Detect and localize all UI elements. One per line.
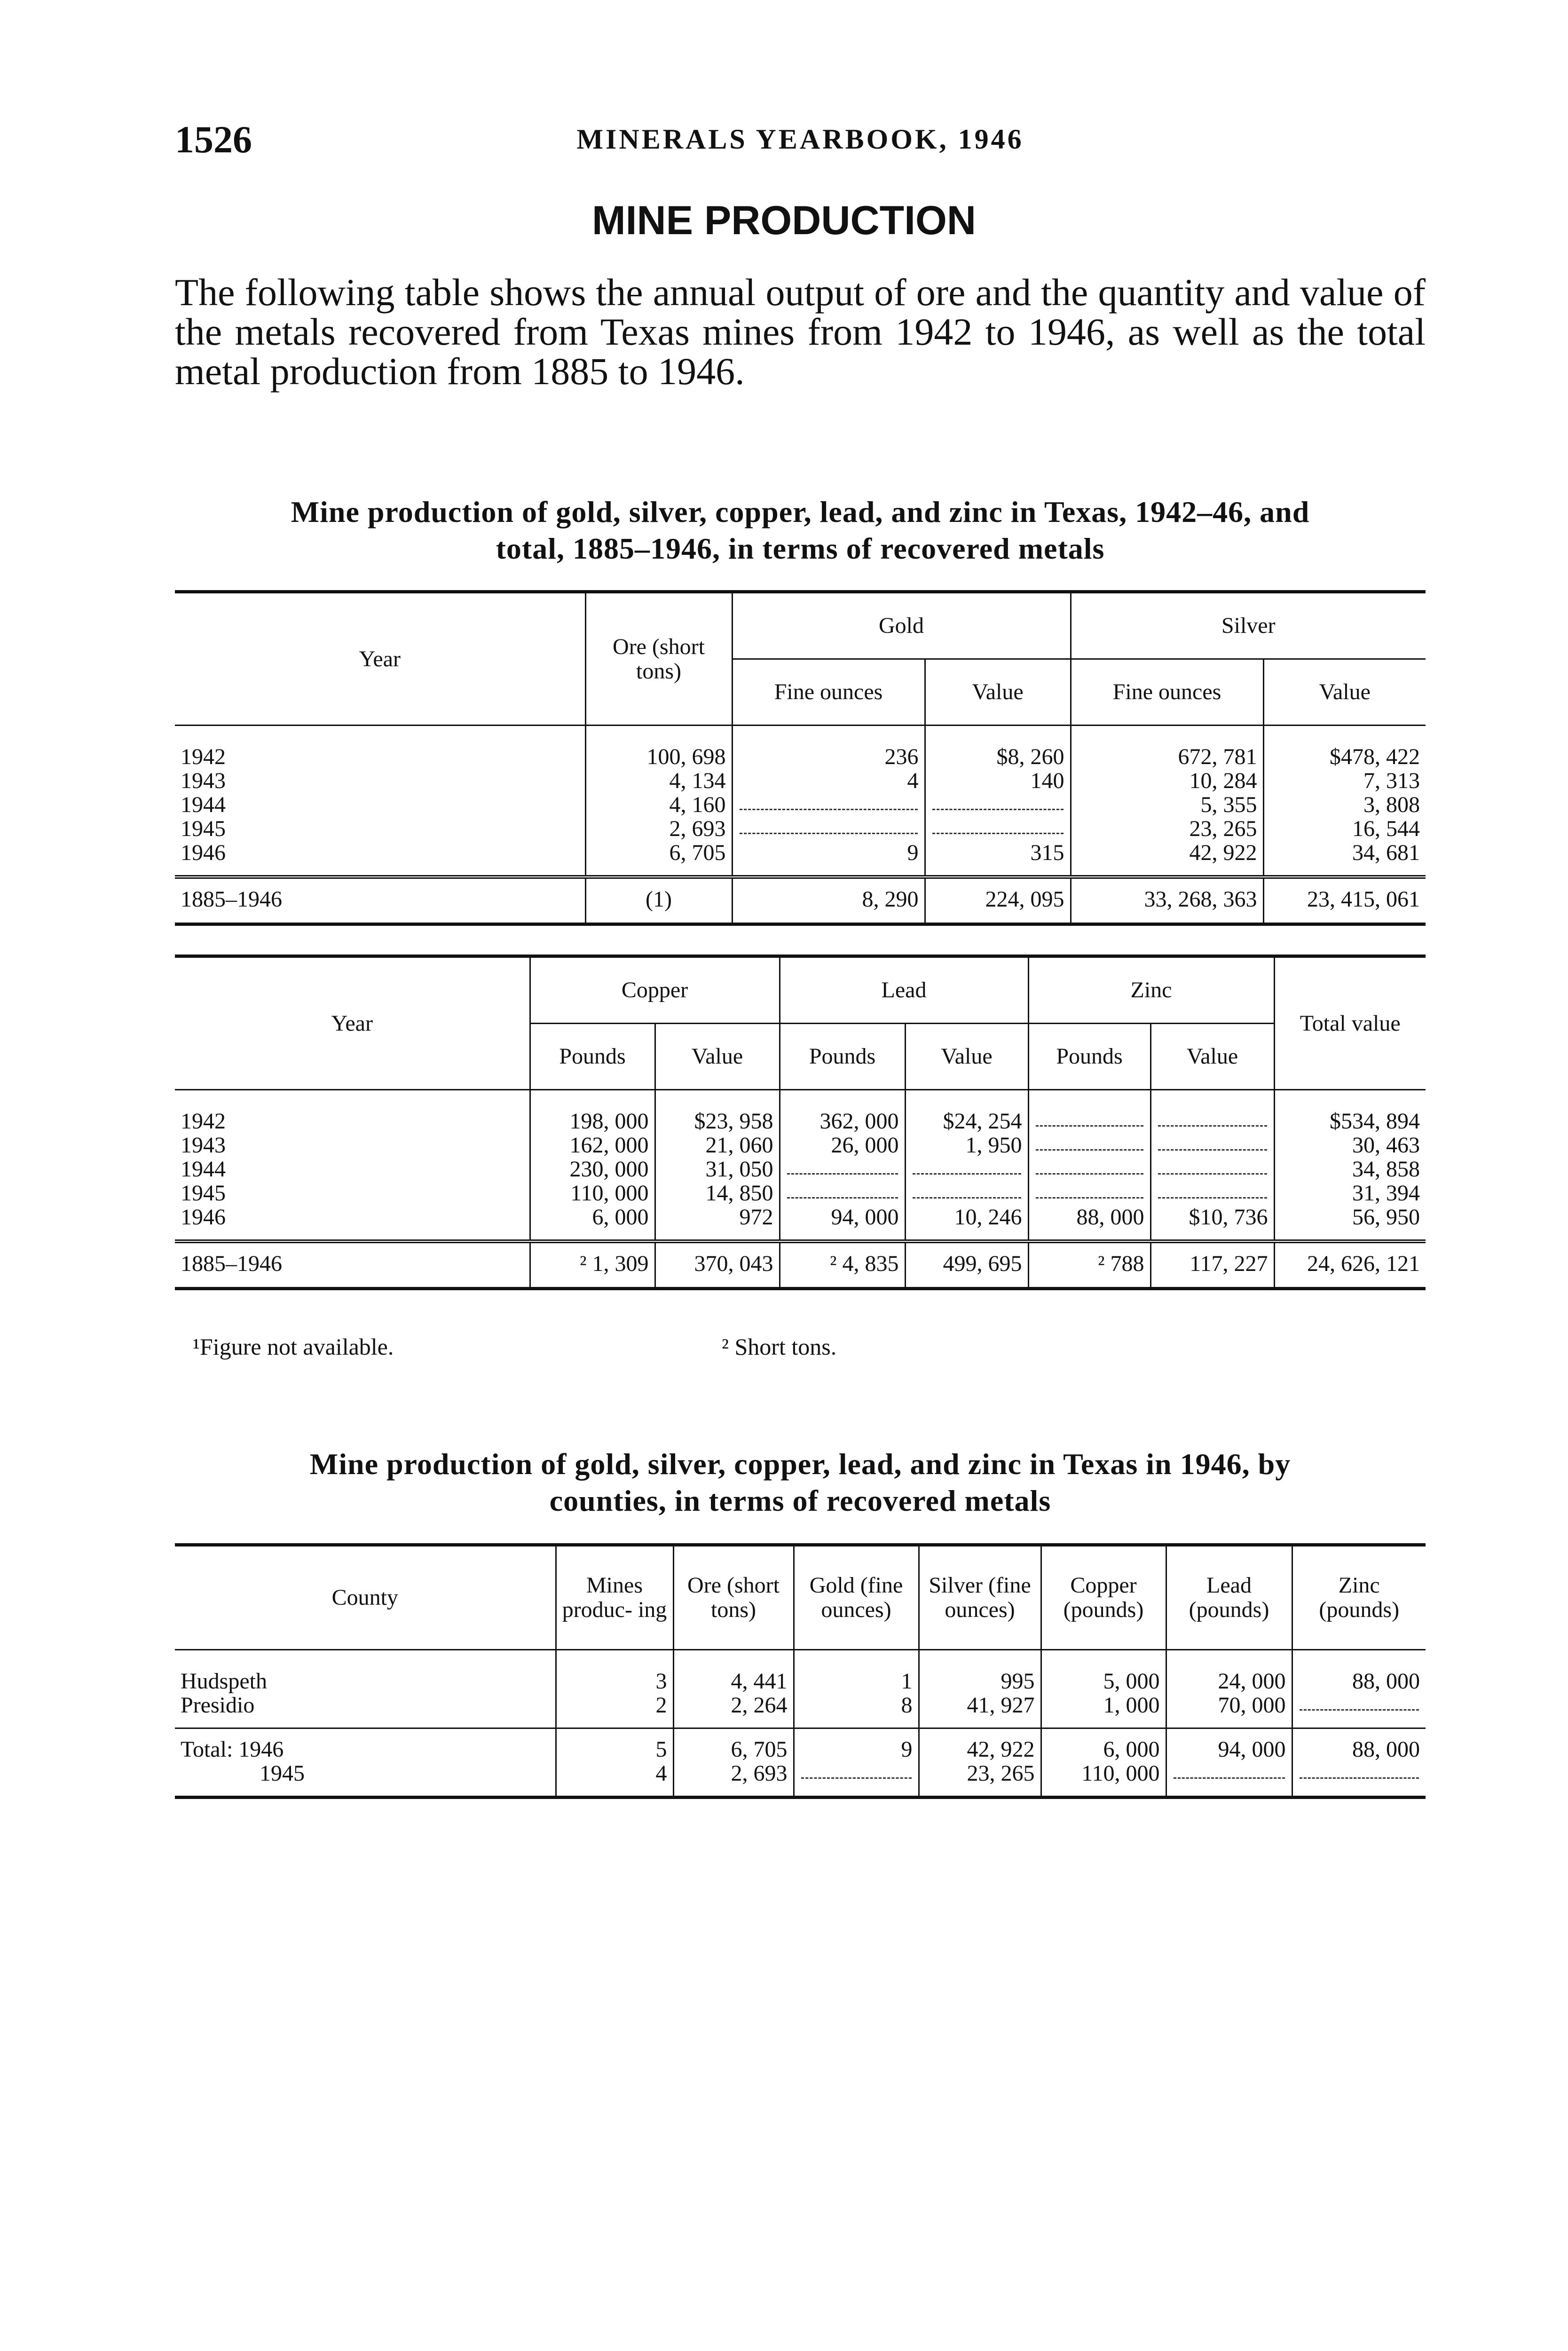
- cell-gold-value-empty: [925, 817, 1071, 841]
- cell-year: 1942: [181, 1109, 226, 1134]
- cell-zinc-empty: [1292, 1693, 1426, 1728]
- cell-silver-value: 16, 544: [1263, 817, 1426, 841]
- cell-total: $534, 894: [1274, 1090, 1426, 1134]
- col-copper-value: Value: [655, 1024, 780, 1090]
- col-mines: Mines produc- ing: [556, 1545, 673, 1650]
- cell-label: 1945: [260, 1761, 305, 1786]
- cell-copper-value: 14, 850: [655, 1181, 780, 1205]
- cell-copper-lb: 230, 000: [530, 1157, 655, 1181]
- cell-ore: 6, 705: [585, 841, 732, 877]
- cell-copper-lb: 6, 000: [530, 1205, 655, 1241]
- cell-copper-lb: ² 1, 309: [530, 1241, 655, 1289]
- table-row: [175, 1157, 1426, 1181]
- cell-zinc-lb-empty: [1028, 1181, 1150, 1205]
- col-gold: Gold (fine ounces): [794, 1545, 919, 1650]
- table3-caption-line2: counties, in terms of recovered metals: [549, 1484, 1051, 1517]
- cell-zinc: 88, 000: [1292, 1728, 1426, 1762]
- cell-ore: 2, 264: [673, 1693, 794, 1728]
- col-silver: Silver (fine ounces): [919, 1545, 1041, 1650]
- cell-ore: 2, 693: [673, 1761, 794, 1798]
- table1-caption-line2: total, 1885–1946, in terms of recovered metals: [496, 532, 1105, 565]
- col-ore: Ore (short tons): [585, 592, 732, 726]
- cell-copper-value: 31, 050: [655, 1157, 780, 1181]
- footnote-1: ¹Figure not available.: [193, 1333, 394, 1360]
- cell-gold-oz: 236: [732, 726, 925, 769]
- cell-lead-empty: [1166, 1761, 1292, 1798]
- cell-copper: 1, 000: [1041, 1693, 1166, 1728]
- cell-ore: 6, 705: [673, 1728, 794, 1762]
- cell-year: 1943: [181, 1133, 226, 1158]
- cell-year: 1885–1946: [175, 1241, 530, 1289]
- cell-ore: 100, 698: [585, 726, 732, 769]
- table-copper-lead-zinc: [175, 955, 1426, 1290]
- col-lead-pounds: Pounds: [780, 1024, 905, 1090]
- cell-year: 1943: [181, 768, 226, 793]
- footnote-2: ² Short tons.: [722, 1333, 837, 1360]
- table-by-county: [175, 1543, 1426, 1799]
- col-total-value: Total value: [1274, 956, 1426, 1090]
- cell-gold-oz: 9: [732, 841, 925, 877]
- cell-silver: 41, 927: [919, 1693, 1041, 1728]
- table-total-row: [175, 1241, 1426, 1289]
- cell-zinc-value-empty: [1150, 1181, 1274, 1205]
- cell-gold-oz-empty: [732, 793, 925, 817]
- cell-silver-oz: 42, 922: [1071, 841, 1263, 877]
- cell-silver: 995: [919, 1650, 1041, 1694]
- cell-lead-lb-empty: [780, 1157, 905, 1181]
- cell-zinc-empty: [1292, 1761, 1426, 1798]
- running-title: MINERALS YEARBOOK, 1946: [576, 124, 1024, 155]
- cell-ore: 2, 693: [585, 817, 732, 841]
- cell-zinc-lb: 88, 000: [1028, 1205, 1150, 1241]
- col-zinc-value: Value: [1150, 1024, 1274, 1090]
- cell-year: 1885–1946: [175, 877, 585, 924]
- table1-caption: [175, 494, 1426, 567]
- table-row: [175, 793, 1426, 817]
- cell-silver-value: $478, 422: [1263, 726, 1426, 769]
- col-county: County: [175, 1545, 556, 1650]
- cell-silver: 23, 265: [919, 1761, 1041, 1798]
- col-year: Year: [175, 956, 530, 1090]
- col-silver-fine-ounces: Fine ounces: [1071, 659, 1263, 726]
- cell-lead-value: 1, 950: [905, 1133, 1028, 1157]
- cell-zinc-lb: ² 788: [1028, 1241, 1150, 1289]
- cell-silver-value: 34, 681: [1263, 841, 1426, 877]
- cell-lead-lb: 94, 000: [780, 1205, 905, 1241]
- cell-silver-value: 7, 313: [1263, 769, 1426, 793]
- cell-silver: 42, 922: [919, 1728, 1041, 1762]
- cell-mines: 3: [556, 1650, 673, 1694]
- cell-lead-lb: ² 4, 835: [780, 1241, 905, 1289]
- cell-year: 1946: [181, 840, 226, 865]
- cell-copper-value: 972: [655, 1205, 780, 1241]
- cell-year: 1944: [181, 792, 226, 817]
- cell-zinc-value: 117, 227: [1150, 1241, 1274, 1289]
- cell-gold-oz: 8, 290: [732, 877, 925, 924]
- col-copper-pounds: Pounds: [530, 1024, 655, 1090]
- cell-mines: 2: [556, 1693, 673, 1728]
- table3-caption-line1: Mine production of gold, silver, copper, lead, and zinc in Texas in 1946, by: [309, 1447, 1291, 1481]
- cell-lead: 70, 000: [1166, 1693, 1292, 1728]
- table-row: [175, 1181, 1426, 1205]
- cell-lead-value-empty: [905, 1181, 1028, 1205]
- cell-zinc-value-empty: [1150, 1157, 1274, 1181]
- cell-copper-lb: 162, 000: [530, 1133, 655, 1157]
- col-gold-fine-ounces: Fine ounces: [732, 659, 925, 726]
- table-total-row: [175, 1728, 1426, 1762]
- cell-lead: 94, 000: [1166, 1728, 1292, 1762]
- cell-zinc-lb-empty: [1028, 1090, 1150, 1134]
- cell-lead-value: 499, 695: [905, 1241, 1028, 1289]
- cell-ore: (1): [585, 877, 732, 924]
- table-row: [175, 1693, 1426, 1728]
- cell-copper-lb: 198, 000: [530, 1090, 655, 1134]
- cell-copper: 5, 000: [1041, 1650, 1166, 1694]
- cell-zinc-lb-empty: [1028, 1157, 1150, 1181]
- col-zinc-pounds: Pounds: [1028, 1024, 1150, 1090]
- table-row: [175, 1090, 1426, 1134]
- table-row: [175, 1205, 1426, 1241]
- cell-mines: 4: [556, 1761, 673, 1798]
- cell-silver-oz: 10, 284: [1071, 769, 1263, 793]
- cell-zinc-value-empty: [1150, 1090, 1274, 1134]
- cell-year: 1942: [181, 744, 226, 769]
- cell-zinc-value: $10, 736: [1150, 1205, 1274, 1241]
- cell-copper: 110, 000: [1041, 1761, 1166, 1798]
- table-gold-silver: [175, 590, 1426, 926]
- cell-gold: 8: [794, 1693, 919, 1728]
- col-zinc: Zinc: [1028, 956, 1274, 1024]
- col-gold: Gold: [732, 592, 1071, 659]
- col-lead: Lead: [780, 956, 1028, 1024]
- cell-county: Presidio: [181, 1693, 255, 1718]
- cell-silver-value: 3, 808: [1263, 793, 1426, 817]
- cell-gold-oz: 4: [732, 769, 925, 793]
- col-copper: Copper (pounds): [1041, 1545, 1166, 1650]
- table-row: [175, 1650, 1426, 1694]
- cell-gold-value-empty: [925, 793, 1071, 817]
- cell-mines: 5: [556, 1728, 673, 1762]
- table1-caption-line1: Mine production of gold, silver, copper, lead, and zinc in Texas, 1942–46, and: [291, 495, 1310, 529]
- cell-ore: 4, 160: [585, 793, 732, 817]
- cell-silver-oz: 672, 781: [1071, 726, 1263, 769]
- col-silver-value: Value: [1263, 659, 1426, 726]
- cell-silver-oz: 5, 355: [1071, 793, 1263, 817]
- cell-gold-empty: [794, 1761, 919, 1798]
- cell-lead-value: $24, 254: [905, 1090, 1028, 1134]
- page-header: [175, 118, 1426, 169]
- cell-ore: 4, 134: [585, 769, 732, 793]
- cell-total: 31, 394: [1274, 1181, 1426, 1205]
- cell-copper: 6, 000: [1041, 1728, 1166, 1762]
- cell-lead: 24, 000: [1166, 1650, 1292, 1694]
- cell-copper-value: 21, 060: [655, 1133, 780, 1157]
- cell-lead-value: 10, 246: [905, 1205, 1028, 1241]
- page-number: 1526: [175, 118, 252, 161]
- col-lead: Lead (pounds): [1166, 1545, 1292, 1650]
- table-total-row: [175, 1761, 1426, 1798]
- intro-paragraph: The following table shows the annual output of ore and the quantity and value of the metals recovered from Texas mines from 1942 to 1946, as well as the total metal production from 1885 to 1946.: [175, 271, 1426, 393]
- cell-lead-lb: 26, 000: [780, 1133, 905, 1157]
- cell-gold-value: $8, 260: [925, 726, 1071, 769]
- col-gold-value: Value: [925, 659, 1071, 726]
- cell-total: 34, 858: [1274, 1157, 1426, 1181]
- cell-copper-value: 370, 043: [655, 1241, 780, 1289]
- cell-zinc-lb-empty: [1028, 1133, 1150, 1157]
- table-row: [175, 841, 1426, 877]
- col-year: Year: [175, 592, 585, 726]
- cell-lead-lb-empty: [780, 1181, 905, 1205]
- cell-zinc-value-empty: [1150, 1133, 1274, 1157]
- cell-year: 1945: [181, 1181, 226, 1206]
- cell-zinc: 88, 000: [1292, 1650, 1426, 1694]
- cell-gold-oz-empty: [732, 817, 925, 841]
- cell-year: 1944: [181, 1157, 226, 1182]
- cell-silver-value: 23, 415, 061: [1263, 877, 1426, 924]
- cell-total: 56, 950: [1274, 1205, 1426, 1241]
- cell-year: 1945: [181, 816, 226, 841]
- cell-total: 30, 463: [1274, 1133, 1426, 1157]
- col-zinc: Zinc (pounds): [1292, 1545, 1426, 1650]
- cell-copper-value: $23, 958: [655, 1090, 780, 1134]
- col-copper: Copper: [530, 956, 780, 1024]
- cell-lead-lb: 362, 000: [780, 1090, 905, 1134]
- cell-ore: 4, 441: [673, 1650, 794, 1694]
- cell-county: Hudspeth: [181, 1669, 267, 1694]
- cell-silver-oz: 23, 265: [1071, 817, 1263, 841]
- table-row: [175, 817, 1426, 841]
- section-heading: MINE PRODUCTION: [592, 198, 976, 243]
- cell-gold-value: 140: [925, 769, 1071, 793]
- cell-total: 24, 626, 121: [1274, 1241, 1426, 1289]
- cell-copper-lb: 110, 000: [530, 1181, 655, 1205]
- table-row: [175, 1133, 1426, 1157]
- col-lead-value: Value: [905, 1024, 1028, 1090]
- cell-gold: 1: [794, 1650, 919, 1694]
- cell-label: Total: 1946: [175, 1728, 556, 1762]
- cell-gold-value: 224, 095: [925, 877, 1071, 924]
- cell-silver-oz: 33, 268, 363: [1071, 877, 1263, 924]
- col-ore: Ore (short tons): [673, 1545, 794, 1650]
- col-silver: Silver: [1071, 592, 1426, 659]
- table-total-row: [175, 877, 1426, 924]
- table-row: [175, 726, 1426, 769]
- cell-gold-value: 315: [925, 841, 1071, 877]
- cell-gold: 9: [794, 1728, 919, 1762]
- table-row: [175, 769, 1426, 793]
- table3-caption: [175, 1446, 1426, 1519]
- cell-year: 1946: [181, 1205, 226, 1230]
- cell-lead-value-empty: [905, 1157, 1028, 1181]
